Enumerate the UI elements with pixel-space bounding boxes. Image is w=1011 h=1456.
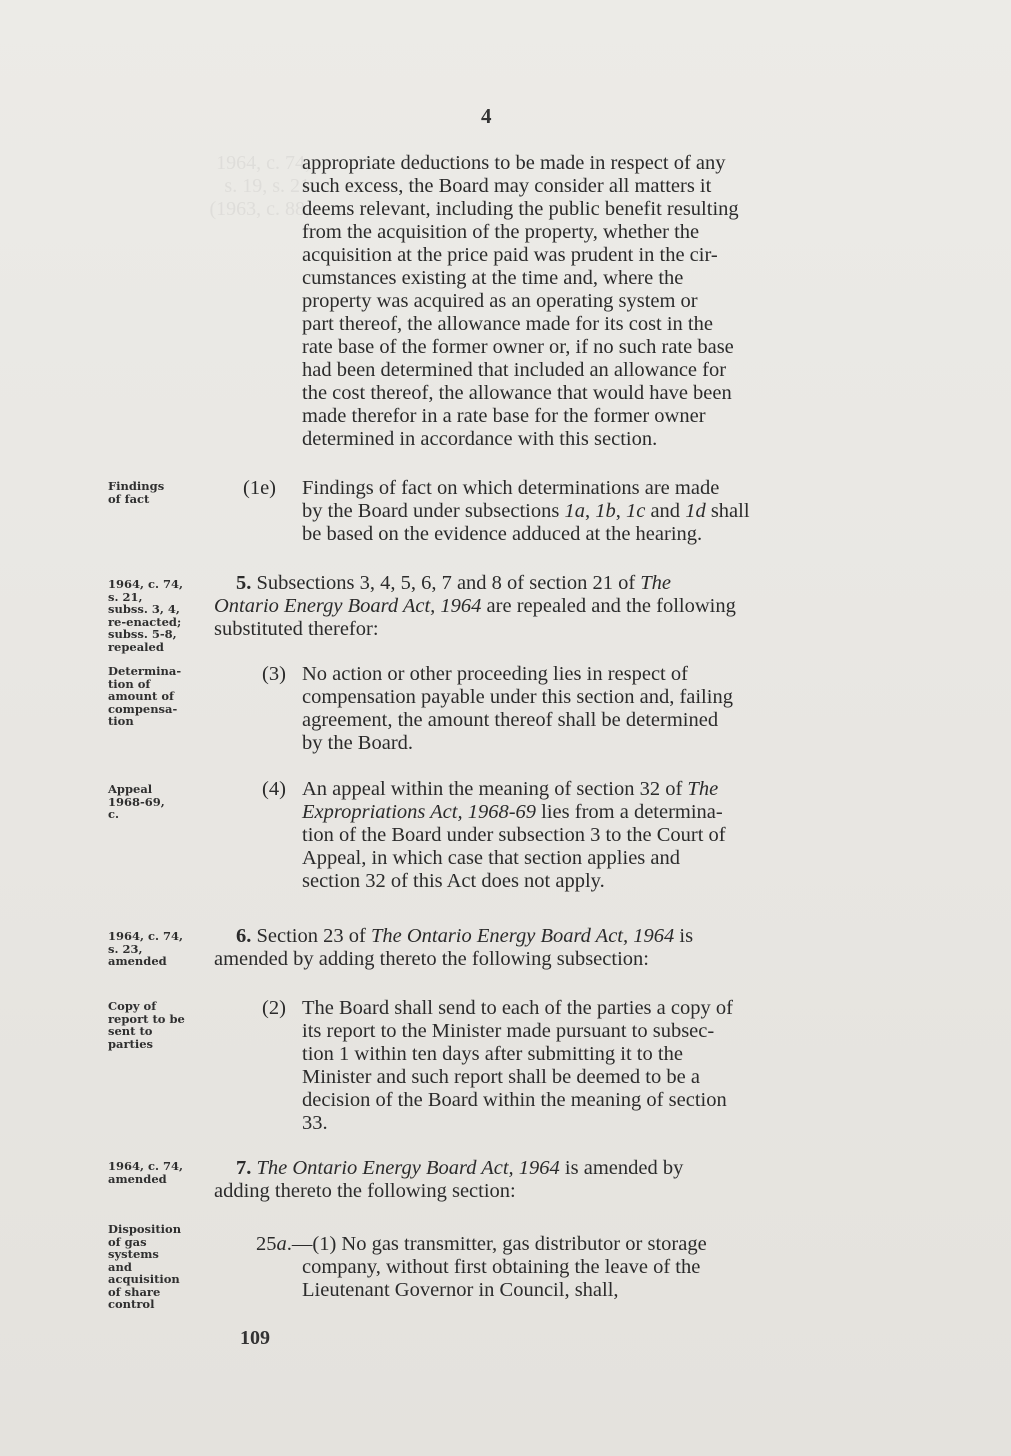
text-line: cumstances existing at the time and, where the bbox=[302, 267, 684, 289]
subsection-number-3: (3) bbox=[262, 663, 286, 685]
subsection-number-1e: (1e) bbox=[243, 477, 277, 499]
subsection-4-paragraph: An appeal within the meaning of section 32 of The Expropriations Act, 1968-69 lies from a determina- tion of the Board under subsection 3 to the Court of Appeal, in which case that section applies and section 32 of this Act does not apply. bbox=[302, 778, 726, 892]
text-line: such excess, the Board may consider all matters it bbox=[302, 175, 712, 197]
margin-note-determination: Determina- tion of amount of compensa- tion bbox=[108, 664, 182, 728]
section-number: 7. bbox=[236, 1157, 252, 1179]
text-line: had been determined that included an allowance for bbox=[302, 359, 727, 381]
text-line: part thereof, the allowance made for its cost in the bbox=[302, 313, 713, 335]
margin-note-appeal: Appeal 1968-69, c. bbox=[108, 782, 165, 821]
text-line: determined in accordance with this section. bbox=[302, 428, 658, 450]
section-number: 5. bbox=[236, 572, 252, 594]
text-line: property was acquired as an operating system or bbox=[302, 290, 698, 312]
text-line: from the acquisition of the property, whether the bbox=[302, 221, 700, 243]
text-line: rate base of the former owner or, if no such rate base bbox=[302, 336, 734, 358]
section-5-paragraph: 5. Subsections 3, 4, 5, 6, 7 and 8 of section 21 of The Ontario Energy Board Act, 1964 are repealed and the following substituted therefor: bbox=[214, 572, 736, 640]
text-line: deems relevant, including the public benefit resulting bbox=[302, 198, 739, 220]
margin-note-section-5: 1964, c. 74, s. 21, subss. 3, 4, re-enacted; subss. 5-8, repealed bbox=[108, 577, 184, 654]
subsection-2-paragraph: The Board shall send to each of the parties a copy of its report to the Minister made pursuant to subsec- tion 1 within ten days after submitting it to the Minister and such report shall be deemed to be a decision of the Board within the meaning of section 33. bbox=[302, 997, 733, 1134]
text-line: appropriate deductions to be made in respect of any bbox=[302, 152, 726, 174]
margin-note-disposition: Disposition of gas systems and acquisition of share control bbox=[108, 1222, 182, 1311]
subsection-number-4: (4) bbox=[262, 778, 286, 800]
footer-page-number: 109 bbox=[240, 1327, 270, 1349]
text-line: made therefor in a rate base for the former owner bbox=[302, 405, 706, 427]
section-6-paragraph: 6. Section 23 of The Ontario Energy Board Act, 1964 is amended by adding thereto the following subsection: bbox=[214, 925, 694, 970]
margin-note-copy-of-report: Copy of report to be sent to parties bbox=[108, 999, 185, 1051]
section-number: 25 bbox=[256, 1233, 277, 1255]
margin-note-findings: Findings of fact bbox=[108, 479, 165, 506]
subsection-3-paragraph: No action or other proceeding lies in respect of compensation payable under this section and, failing agreement, the amount thereof shall be determined by the Board. bbox=[302, 663, 733, 754]
subsection-number-2: (2) bbox=[262, 997, 286, 1019]
header-page-number: 4 bbox=[481, 104, 492, 128]
text-line: the cost thereof, the allowance that would have been bbox=[302, 382, 732, 404]
section-25a-paragraph: 25a.—(1) No gas transmitter, gas distributor or storage company, without first obtaining the leave of the Lieutenant Governor in Council, shall, bbox=[256, 1233, 707, 1301]
margin-note-section-6: 1964, c. 74, s. 23, amended bbox=[108, 929, 184, 968]
text-line: acquisition at the price paid was prudent in the cir- bbox=[302, 244, 718, 266]
section-7-paragraph: 7. The Ontario Energy Board Act, 1964 is amended by adding thereto the following section: bbox=[214, 1157, 684, 1202]
continuation-paragraph bbox=[302, 152, 792, 451]
section-number: 6. bbox=[236, 925, 252, 947]
findings-paragraph: Findings of fact on which determinations are made by the Board under subsections 1a, 1b, 1c and 1d shall be based on the evidence adduced at the hearing. bbox=[302, 477, 750, 545]
bleed-through-margin: 1964, c. 74, s. 19, s. 21 (1963, c. 88, bbox=[209, 152, 310, 220]
margin-note-section-7: 1964, c. 74, amended bbox=[108, 1159, 184, 1186]
